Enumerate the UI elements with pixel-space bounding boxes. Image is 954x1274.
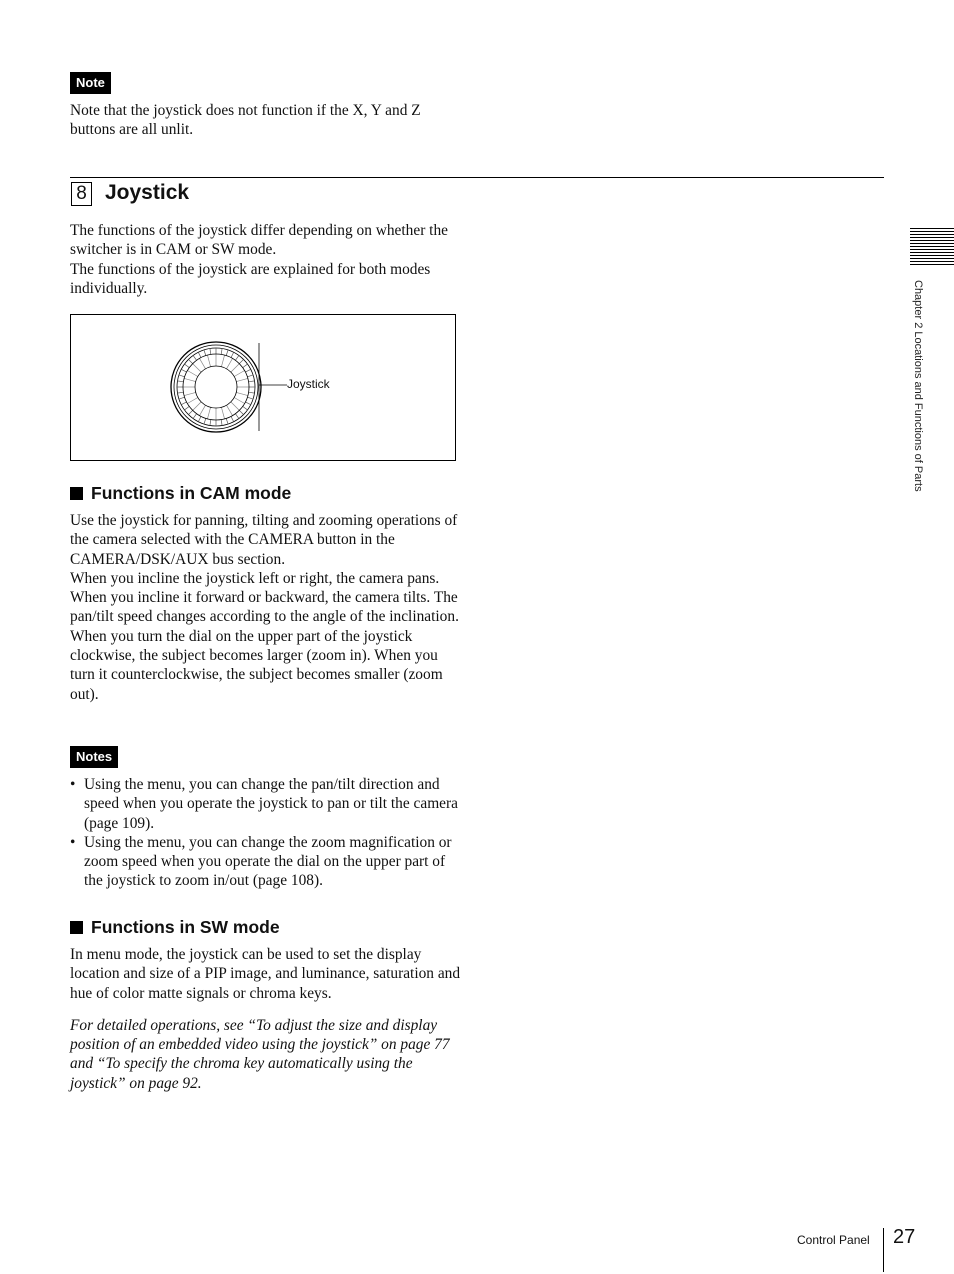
intro-paragraph-1: The functions of the joystick differ depending on whether the switcher is in CAM or SW mode. <box>70 222 448 259</box>
section-title: Joystick <box>105 181 190 204</box>
joystick-illustration <box>71 315 455 460</box>
cam-mode-paragraph-3: When you turn the dial on the upper part of the joystick clockwise, the subject becomes larger (zoom in). When you turn it counterclockwise, the subject becomes smaller (zoom out). <box>70 627 443 703</box>
section-rule <box>70 177 884 178</box>
sw-mode-title: Functions in SW mode <box>91 917 280 937</box>
bullet: • <box>70 776 76 793</box>
sw-mode-body <box>70 945 462 1093</box>
notes-list <box>70 775 462 891</box>
sw-mode-paragraph-1: In menu mode, the joystick can be used to set the display location and size of a PIP image, and luminance, saturation and hue of color matte signals or chroma keys. <box>70 946 461 1002</box>
cam-mode-paragraph-1: Use the joystick for panning, tilting and zooming operations of the camera selected with the CAMERA button in the CAMERA/DSK/AUX bus section. <box>70 512 458 568</box>
note-item-text: Using the menu, you can change the zoom magnification or zoom speed when you operate the dial on the upper part of the joystick to zoom in/out (page 108). <box>84 833 452 890</box>
list-item <box>70 775 462 833</box>
page-number: 27 <box>893 1226 916 1248</box>
cam-mode-title: Functions in CAM mode <box>91 483 292 503</box>
cam-mode-paragraph-2: When you incline the joystick left or right, the camera pans. When you incline it forward or backward, the camera tilts. The pan/tilt speed changes according to the angle of the inclination. <box>70 569 459 626</box>
intro-paragraph-2: The functions of the joystick are explained for both modes individually. <box>70 260 431 297</box>
cam-mode-heading <box>70 483 291 504</box>
note-text: Note that the joystick does not function if the X, Y and Z buttons are all unlit. <box>70 102 421 139</box>
sw-mode-cross-reference: For detailed operations, see “To adjust the size and display position of an embedded video using the joystick” on page 77 and “To specify the chroma key automatically using the joystick” on page 92. <box>70 1016 450 1092</box>
section-number: 8 <box>71 182 92 206</box>
cam-mode-body <box>70 511 462 704</box>
chapter-tab-bars <box>910 228 954 267</box>
bullet: • <box>70 833 76 851</box>
sw-mode-heading <box>70 917 280 938</box>
joystick-callout-label: Joystick <box>287 377 330 391</box>
chapter-tab-label: Chapter 2 Locations and Functions of Parts <box>912 280 924 492</box>
note-label: Note <box>70 72 111 94</box>
square-bullet-icon <box>70 921 83 934</box>
list-item <box>70 833 462 891</box>
section-heading <box>71 181 189 206</box>
joystick-figure <box>70 314 456 461</box>
footer-divider <box>883 1228 884 1272</box>
square-bullet-icon <box>70 487 83 500</box>
section-intro <box>70 221 462 298</box>
note-item-text: Using the menu, you can change the pan/tilt direction and speed when you operate the joystick to pan or tilt the camera (page 109). <box>84 776 458 832</box>
footer-section-name: Control Panel <box>797 1233 870 1247</box>
notes-label: Notes <box>70 746 118 768</box>
